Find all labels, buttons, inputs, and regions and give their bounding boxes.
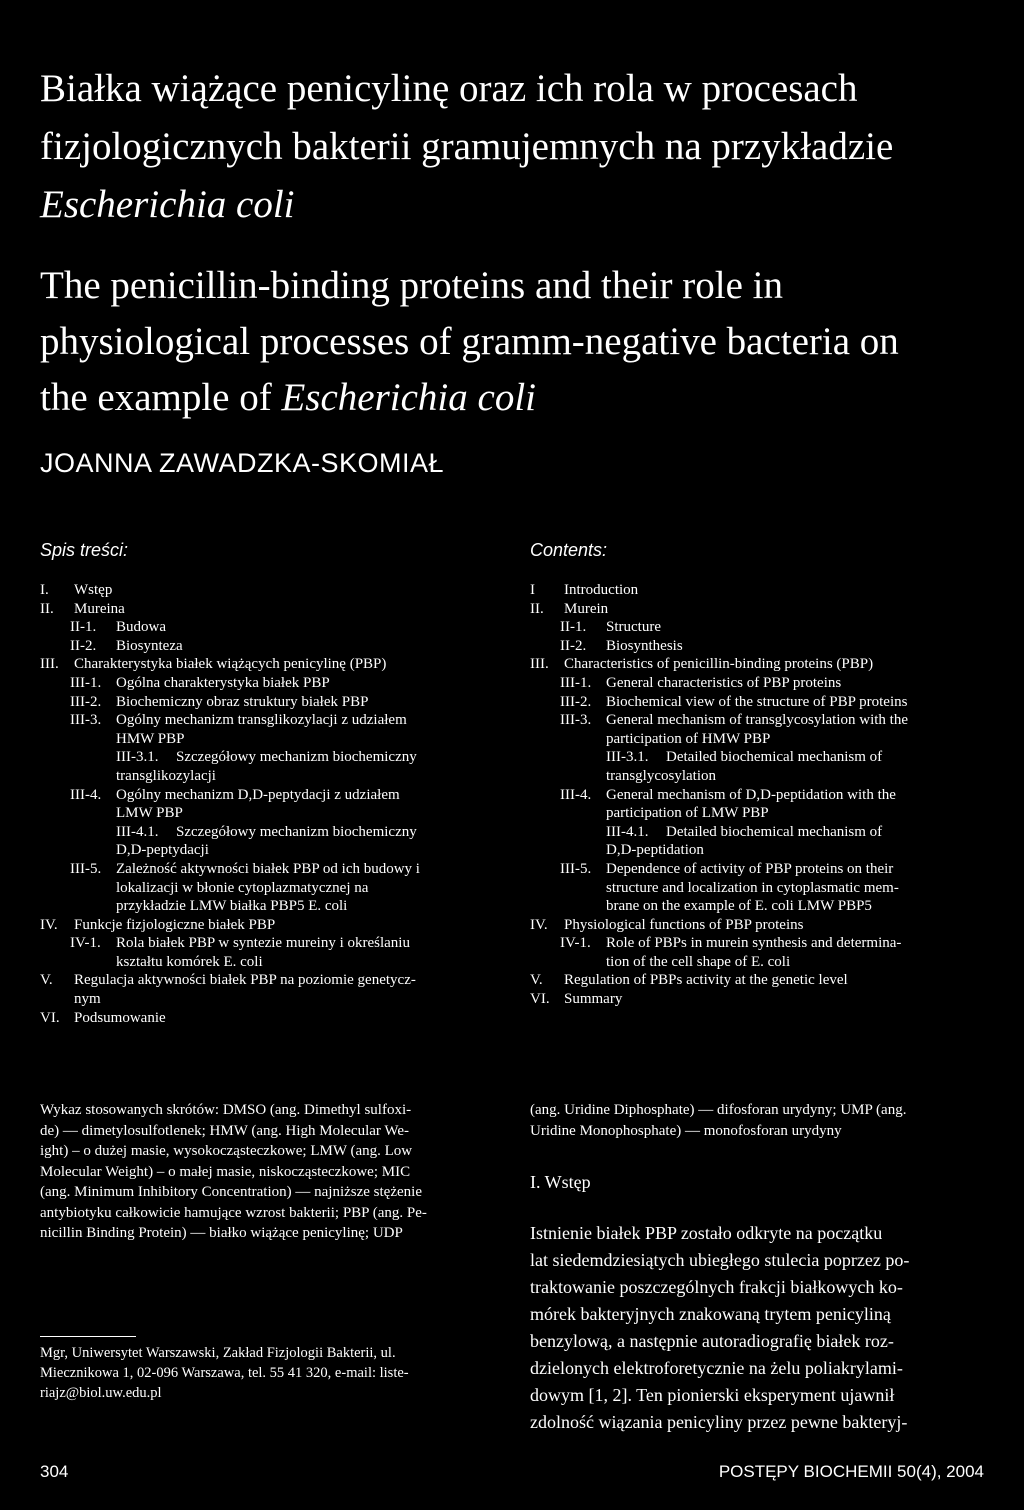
title-polish-line-1: Białka wiążące penicylinę oraz ich rola w procesach	[40, 67, 858, 110]
toc-item-number: II-2.	[560, 637, 587, 654]
paragraph-line: mórek bakteryjnych znakowaną trytem penicyliną	[530, 1304, 891, 1324]
toc-item-number: II.	[40, 600, 54, 617]
affiliation-line: Miecznikowa 1, 02-096 Warszawa, tel. 55 41 320, e-mail: liste-	[40, 1365, 409, 1381]
abbreviation-line: de) — dimetylosulfotlenek; HMW (ang. High Molecular We-	[40, 1122, 409, 1139]
paragraph-line: zdolność wiązania penicyliny przez pewne bakteryj-	[530, 1412, 908, 1432]
toc-item-label: Zależność aktywności białek PBP od ich budowy i	[116, 860, 420, 877]
toc-item-label: Ogólna charakterystyka białek PBP	[116, 674, 330, 691]
toc-item-number: III-2.	[560, 693, 592, 710]
abbreviation-line: Wykaz stosowanych skrótów: DMSO (ang. Dimethyl sulfoxi-	[40, 1102, 412, 1118]
title-polish-species: Escherichia coli	[40, 183, 295, 226]
toc-item-label: Physiological functions of PBP proteins	[564, 916, 804, 933]
title-polish-line-3	[40, 176, 990, 234]
toc-item	[40, 823, 492, 842]
toc-item	[530, 823, 980, 842]
toc-item	[40, 581, 492, 600]
toc-item	[40, 693, 492, 712]
toc-item-number: III-4.1.	[606, 823, 649, 840]
toc-item	[40, 618, 492, 637]
toc-item-label: General mechanism of D,D-peptidation with the	[606, 786, 896, 803]
title-english	[40, 258, 990, 426]
toc-item-label: Summary	[564, 991, 623, 1008]
page-number: 304	[40, 1462, 69, 1481]
toc-item-label: Funkcje fizjologiczne białek PBP	[74, 916, 276, 933]
toc-item-continuation: transglikozylacji	[116, 767, 216, 784]
toc-item	[530, 711, 980, 730]
abbreviation-line: nicillin Binding Protein) — białko wiążące penicylinę; UDP	[40, 1225, 403, 1241]
toc-item	[530, 693, 980, 712]
author-affiliation	[40, 1343, 492, 1403]
toc-item-number: II-1.	[70, 619, 97, 636]
toc-item-number: III-3.1.	[116, 749, 159, 766]
paragraph-line: lat siedemdziesiątych ubiegłego stulecia poprzez po-	[530, 1250, 910, 1270]
toc-item-number: I.	[40, 582, 49, 598]
toc-item	[40, 786, 492, 805]
toc-item	[40, 637, 492, 656]
paragraph-line: benzylową, a następnie autoradiografię białek roz-	[530, 1331, 894, 1351]
toc-item-number: III-3.1.	[606, 749, 649, 766]
introduction-paragraph	[530, 1220, 980, 1436]
toc-item-continuation: przykładzie LMW białka PBP5 E. coli	[116, 898, 348, 915]
toc-item-label: Rola białek PBP w syntezie mureiny i określaniu	[116, 935, 410, 952]
toc-item-label: Ogólny mechanizm transglikozylacji z udziałem	[116, 712, 407, 729]
author-name: JOANNA ZAWADZKA-SKOMIAŁ	[40, 448, 445, 478]
toc-item-number: II-2.	[70, 637, 97, 654]
toc-item-label: Wstęp	[74, 582, 113, 598]
abbreviation-line: (ang. Minimum Inhibitory Concentration) — najniższe stężenie	[40, 1184, 422, 1200]
toc-item	[40, 860, 492, 879]
affiliation-line: Mgr, Uniwersytet Warszawski, Zakład Fizjologii Bakterii, ul.	[40, 1345, 396, 1361]
abbreviation-line: Uridine Monophosphate) — monofosforan urydyny	[530, 1122, 842, 1139]
toc-item-label: Ogólny mechanizm D,D-peptydacji z udziałem	[116, 786, 400, 803]
toc-item-label: Detailed biochemical mechanism of	[666, 823, 883, 840]
toc-item	[40, 971, 492, 990]
toc-item	[40, 600, 492, 619]
toc-item-number: III-1.	[560, 674, 592, 691]
paragraph-line: Istnienie białek PBP zostało odkryte na początku	[530, 1223, 883, 1243]
toc-item-continuation: D,D-peptidation	[606, 842, 704, 859]
toc-item-continuation: lokalizacji w błonie cytoplazmatycznej na	[116, 879, 369, 896]
toc-item-number: V.	[530, 972, 543, 989]
toc-item-continuation: participation of HMW PBP	[606, 730, 771, 747]
title-polish	[40, 60, 990, 234]
title-english-prefix: the example of	[40, 376, 282, 419]
journal-name: POSTĘPY BIOCHEMII 50(4), 2004	[718, 1462, 984, 1481]
toc-item-label: General characteristics of PBP proteins	[606, 674, 842, 691]
abbreviation-line: ight) – o dużej masie, wysokocząsteczkowe; LMW (ang. Low	[40, 1143, 413, 1159]
toc-item-label: Murein	[564, 600, 609, 617]
toc-item-label: Characteristics of penicillin-binding proteins (PBP)	[564, 656, 874, 673]
toc-item-number: III-4.	[560, 786, 592, 803]
abbreviation-line: Molecular Weight) – o małej masie, niskocząsteczkowe; MIC	[40, 1163, 411, 1180]
toc-item-label: Biochemiczny obraz struktury białek PBP	[116, 693, 369, 710]
affiliation-line: riajz@biol.uw.edu.pl	[40, 1385, 162, 1401]
title-english-line-2: physiological processes of gramm-negative bacteria on	[40, 320, 899, 363]
toc-item-number: IV.	[530, 916, 548, 933]
toc-item-label: Biosynthesis	[606, 637, 683, 654]
toc-item	[40, 916, 492, 935]
toc-item	[40, 711, 492, 730]
toc-item	[530, 655, 980, 674]
toc-item	[40, 748, 492, 767]
toc-item-label: General mechanism of transglycosylation with the	[606, 712, 908, 729]
title-polish-line-2: fizjologicznych bakterii gramujemnych na przykładzie	[40, 125, 894, 168]
toc-item	[40, 1009, 492, 1028]
toc-item-continuation: participation of LMW PBP	[606, 805, 769, 822]
toc-item-number: V.	[40, 972, 53, 989]
toc-item-number: VI.	[40, 1009, 60, 1026]
toc-item-label: Mureina	[74, 600, 125, 617]
abbreviation-line: (ang. Uridine Diphosphate) — difosforan urydyny; UMP (ang.	[530, 1102, 907, 1118]
toc-item	[530, 674, 980, 693]
toc-item-number: III.	[530, 656, 549, 673]
toc-item	[530, 971, 980, 990]
footnote-rule	[40, 1336, 136, 1337]
toc-item-continuation: kształtu komórek E. coli	[116, 953, 263, 970]
toc-item-label: Regulacja aktywności białek PBP na poziomie genetycz-	[74, 972, 416, 989]
toc-item-label: Biochemical view of the structure of PBP proteins	[606, 693, 908, 710]
paragraph-line: dowym [1, 2]. Ten pionierski eksperyment ujawnił	[530, 1385, 895, 1405]
toc-item	[530, 748, 980, 767]
toc-item-number: II.	[530, 600, 544, 617]
toc-english	[530, 581, 980, 1009]
toc-item-continuation: nym	[74, 991, 101, 1008]
toc-item-number: IV-1.	[560, 935, 591, 952]
toc-item-number: III-1.	[70, 674, 102, 691]
toc-item	[530, 600, 980, 619]
toc-item	[530, 581, 980, 600]
toc-item-label: Charakterystyka białek wiążących penicylinę (PBP)	[74, 656, 387, 673]
toc-item-label: Budowa	[116, 619, 166, 636]
toc-item-number: II-1.	[560, 619, 587, 636]
toc-item-label: Szczegółowy mechanizm biochemiczny	[176, 749, 417, 766]
toc-item-number: III-3.	[70, 712, 102, 729]
toc-item	[40, 655, 492, 674]
toc-item-continuation: tion of the cell shape of E. coli	[606, 953, 791, 970]
toc-item	[530, 990, 980, 1009]
toc-item-label: Structure	[606, 619, 661, 636]
title-english-species: Escherichia coli	[281, 376, 536, 419]
toc-polish-heading: Spis treści:	[40, 540, 129, 560]
abbreviation-line: antybiotyku całkowicie hamujące wzrost bakterii; PBP (ang. Pe-	[40, 1204, 427, 1221]
toc-item-continuation: transglycosylation	[606, 767, 716, 784]
paragraph-line: traktowanie poszczególnych frakcji białkowych ko-	[530, 1277, 903, 1297]
toc-item-label: Podsumowanie	[74, 1009, 166, 1026]
paragraph-line: dzielonych elektroforetycznie na żelu poliakrylami-	[530, 1358, 903, 1378]
toc-item-label: Regulation of PBPs activity at the genetic level	[564, 972, 848, 989]
toc-item-number: III-3.	[560, 712, 592, 729]
toc-item-number: III-4.	[70, 786, 102, 803]
abbreviations-continued	[530, 1100, 980, 1141]
title-english-line-3	[40, 370, 990, 426]
toc-item-continuation: HMW PBP	[116, 730, 185, 747]
toc-item-label: Detailed biochemical mechanism of	[666, 749, 883, 766]
toc-item	[40, 674, 492, 693]
toc-item-number: III-5.	[70, 860, 102, 877]
toc-item	[530, 934, 980, 953]
toc-item	[530, 637, 980, 656]
toc-item-label: Biosynteza	[116, 637, 183, 654]
toc-item	[530, 860, 980, 879]
toc-item-number: III.	[40, 656, 59, 673]
toc-item-label: Szczegółowy mechanizm biochemiczny	[176, 823, 417, 840]
toc-item-label: Role of PBPs in murein synthesis and determina-	[606, 935, 902, 952]
toc-item-label: Dependence of activity of PBP proteins on their	[606, 860, 894, 877]
toc-item-label: Introduction	[564, 582, 639, 598]
toc-item	[530, 916, 980, 935]
toc-english-heading: Contents:	[530, 540, 608, 560]
toc-item-number: III-2.	[70, 693, 102, 710]
toc-item-continuation: structure and localization in cytoplasmatic mem-	[606, 879, 899, 896]
toc-polish	[40, 581, 492, 1027]
toc-item-number: I	[530, 582, 535, 598]
toc-item-number: VI.	[530, 991, 550, 1008]
toc-item-continuation: LMW PBP	[116, 805, 183, 822]
title-english-line-1: The penicillin-binding proteins and their role in	[40, 264, 783, 307]
toc-item-number: III-5.	[560, 860, 592, 877]
toc-item-number: IV-1.	[70, 935, 101, 952]
toc-item	[40, 934, 492, 953]
toc-item-continuation: brane on the example of E. coli LMW PBP5	[606, 898, 872, 915]
toc-item-number: IV.	[40, 916, 58, 933]
toc-item	[530, 618, 980, 637]
toc-item-number: III-4.1.	[116, 823, 159, 840]
section-heading-introduction: I. Wstęp	[530, 1172, 591, 1192]
toc-item	[530, 786, 980, 805]
toc-item-continuation: D,D-peptydacji	[116, 842, 209, 859]
abbreviations-list	[40, 1100, 492, 1244]
